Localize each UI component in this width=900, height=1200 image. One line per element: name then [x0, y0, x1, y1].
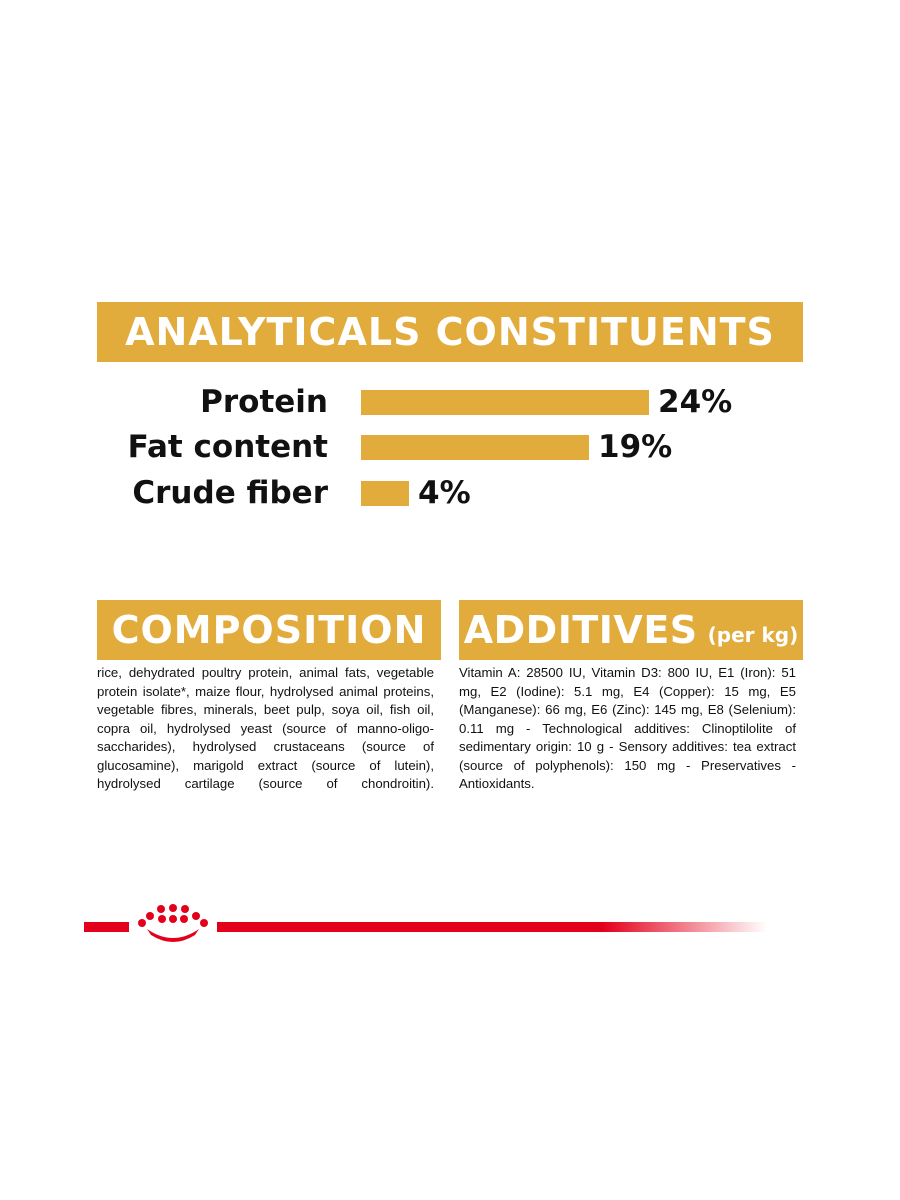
constituent-percent: 24%: [658, 384, 733, 420]
constituent-row-fat: [0, 425, 900, 469]
composition-title: COMPOSITION: [111, 608, 427, 652]
constituent-label: Protein: [200, 384, 328, 420]
crown-logo-icon: [133, 903, 213, 945]
footer-red-bar-right: [217, 922, 767, 932]
composition-header: [97, 600, 441, 660]
constituent-percent: 19%: [598, 429, 673, 465]
constituent-row-protein: [0, 380, 900, 424]
footer-red-bar-left: [84, 922, 129, 932]
constituent-bar: [361, 481, 409, 506]
additives-title: ADDITIVES: [463, 608, 698, 652]
constituent-bar: [361, 435, 589, 460]
constituent-bar: [361, 390, 649, 415]
constituent-label: Fat content: [127, 429, 328, 465]
additives-subtitle: (per kg): [707, 623, 799, 647]
constituent-row-fiber: [0, 471, 900, 515]
analytics-header: [97, 302, 803, 362]
constituent-label: Crude fiber: [132, 475, 328, 511]
additives-header: [459, 600, 803, 660]
analytics-title: ANALYTICALS CONSTITUENTS: [125, 310, 775, 354]
additives-text: Vitamin A: 28500 IU, Vitamin D3: 800 IU, E1 (Iron): 51 mg, E2 (Iodine): 5.1 mg, E4 (Copper): 15 mg, E5 (Manganese): 66 mg, E6 (Zinc): 145 mg, E8 (Selenium): 0.11 mg - Technological additives: Clinoptilolite of sedimentary origin: 10 g - Sensory additives: tea extract (source of polyphenols): 150 mg - Preservatives - Antioxidants.: [459, 665, 796, 791]
composition-text: rice, dehydrated poultry protein, animal fats, vegetable protein isolate*, maize flour, hydrolysed animal proteins, vegetable fibres, minerals, beet pulp, soya oil, fish oil, copra oil, hydrolysed yeast (source of manno-oligo-saccharides), hydrolysed crustaceans (source of glucosamine), marigold extract (source of lutein), hydrolysed cartilage (source of chondroitin).: [97, 665, 434, 791]
constituent-percent: 4%: [418, 475, 471, 511]
